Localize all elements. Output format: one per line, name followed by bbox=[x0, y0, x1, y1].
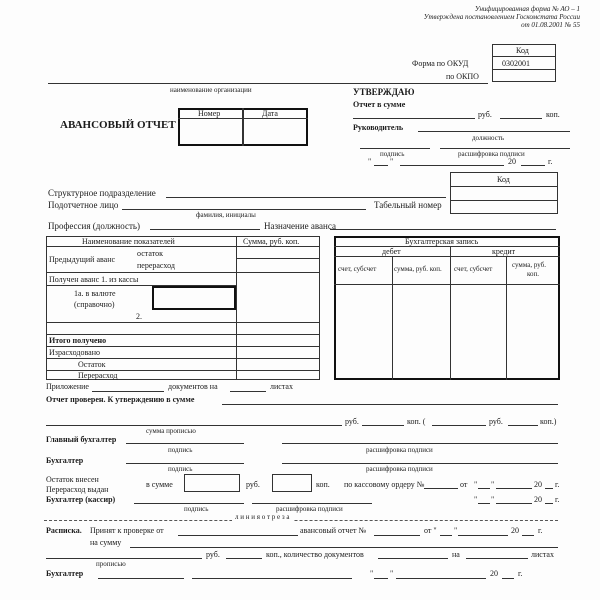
checked-rub: руб. bbox=[345, 417, 359, 426]
approve-rub: руб. bbox=[478, 110, 492, 119]
cut-line bbox=[44, 520, 558, 521]
kop-label: коп. bbox=[316, 480, 330, 489]
col-sum-header: Сумма, руб. коп. bbox=[243, 237, 300, 246]
in-sum-label: в сумме bbox=[146, 480, 173, 489]
approve-kop: коп. bbox=[546, 110, 560, 119]
right-table bbox=[334, 236, 560, 380]
accountant-signature-caption: подпись bbox=[168, 465, 193, 473]
checked-rub2: руб. bbox=[489, 417, 503, 426]
report-sum-label: Отчет в сумме bbox=[353, 100, 406, 109]
approve-signature-caption: подпись bbox=[380, 150, 405, 158]
prev-advance-label: Предыдущий аванс bbox=[49, 255, 116, 264]
receipt-year-suffix: г. bbox=[538, 526, 543, 535]
accountable-label: Подотчетное лицо bbox=[48, 200, 119, 210]
cashier-year: 20 bbox=[534, 495, 542, 504]
report-title: АВАНСОВЫЙ ОТЧЕТ bbox=[60, 119, 176, 131]
kop-box bbox=[272, 474, 312, 492]
over-label: Перерасход bbox=[78, 371, 118, 380]
receipt-date-quote-2: " bbox=[390, 569, 394, 578]
right-table-title: Бухгалтерская запись bbox=[405, 237, 479, 246]
approve-quote-right: " bbox=[390, 157, 394, 166]
department-label: Структурное подразделение bbox=[48, 188, 156, 198]
cut-line-label: л и н и я о т р е з а bbox=[232, 514, 293, 521]
cashier-signature-caption: подпись bbox=[184, 505, 209, 513]
on-sum-label: на сумму bbox=[90, 538, 122, 547]
receipt-date-year: 20 bbox=[490, 569, 498, 578]
spent-label: Израсходовано bbox=[49, 348, 100, 357]
form-note-3: от 01.08.2001 № 55 bbox=[521, 21, 580, 29]
col-name-header: Наименование показателей bbox=[82, 237, 175, 246]
sum-words-caption: сумма прописью bbox=[146, 427, 196, 435]
accountant-decode-caption: расшифровка подписи bbox=[366, 465, 433, 473]
receipt-accountant-label: Бухгалтер bbox=[46, 569, 84, 578]
total-received-label: Итого получено bbox=[49, 336, 107, 345]
number-label: Номер bbox=[198, 109, 221, 118]
credit-account-header: счет, субсчет bbox=[454, 265, 493, 273]
approve-year: 20 bbox=[508, 157, 516, 166]
by-order-label: по кассовому ордеру № bbox=[344, 480, 425, 489]
sheets-label: листах bbox=[270, 382, 293, 391]
okud-value: 0302001 bbox=[502, 59, 530, 68]
checked-label: Отчет проверен. К утверждению в сумме bbox=[46, 395, 195, 404]
receipt-rub: руб. bbox=[206, 550, 220, 559]
order-quote-1: " bbox=[474, 480, 478, 489]
credit-sum-header: сумма, руб. bbox=[512, 261, 546, 269]
debit-account-header: счет, субсчет bbox=[338, 265, 377, 273]
form-note-1: Унифицированная форма № АО – 1 bbox=[474, 5, 580, 13]
debit-header: дебет bbox=[382, 247, 401, 256]
credit-kop-header: коп. bbox=[527, 270, 540, 278]
overspend-out-label: Перерасход выдан bbox=[46, 485, 109, 494]
chief-accountant-label: Главный бухгалтер bbox=[46, 435, 117, 444]
receipt-text: Принят к проверке от bbox=[90, 526, 164, 535]
approve-decode-caption: расшифровка подписи bbox=[458, 150, 525, 158]
receipt-from: от " bbox=[424, 526, 437, 535]
docs-on-label: документов на bbox=[168, 382, 218, 391]
approve-title: УТВЕРЖДАЮ bbox=[353, 87, 415, 97]
person-code-label: Код bbox=[497, 175, 510, 184]
checked-kop: коп. ( bbox=[407, 417, 426, 426]
attachment-label: Приложение bbox=[46, 382, 89, 391]
receipt-year: 20 bbox=[511, 526, 519, 535]
cashier-quote-1: " bbox=[474, 495, 478, 504]
chief-signature-caption: подпись bbox=[168, 446, 193, 454]
received-label: Получен аванс 1. из кассы bbox=[49, 275, 139, 284]
order-year: 20 bbox=[534, 480, 542, 489]
advance-report-label: авансовый отчет № bbox=[300, 526, 367, 535]
order-quote-2: " bbox=[491, 480, 495, 489]
credit-header: кредит bbox=[492, 247, 516, 256]
receipt-date-year-suffix: г. bbox=[518, 569, 523, 578]
currency-box bbox=[152, 286, 236, 310]
currency-label-2: (справочно) bbox=[74, 300, 115, 309]
in-words-caption: прописью bbox=[96, 560, 126, 568]
head-label: Руководитель bbox=[353, 123, 404, 132]
checked-kop2: коп.) bbox=[540, 417, 557, 426]
receipt-label: Расписка. bbox=[46, 526, 82, 535]
receipt-sheets: листах bbox=[531, 550, 554, 559]
remainder-in-label: Остаток внесен bbox=[46, 475, 99, 484]
org-caption: наименование организации bbox=[170, 86, 252, 94]
prev-overspend-label: перерасход bbox=[137, 261, 175, 270]
profession-label: Профессия (должность) bbox=[48, 221, 140, 231]
code-label: Код bbox=[516, 46, 529, 55]
cashier-quote-2: " bbox=[491, 495, 495, 504]
rub-label: руб. bbox=[246, 480, 260, 489]
cashier-year-suffix: г. bbox=[555, 495, 560, 504]
approve-quote-left: " bbox=[368, 157, 372, 166]
cashier-label: Бухгалтер (кассир) bbox=[46, 495, 116, 504]
from-label: от bbox=[460, 480, 468, 489]
chief-decode-caption: расшифровка подписи bbox=[366, 446, 433, 454]
date-label: Дата bbox=[262, 109, 278, 118]
position-caption: должность bbox=[472, 134, 505, 142]
prev-remainder-label: остаток bbox=[137, 249, 163, 258]
accountant-label: Бухгалтер bbox=[46, 456, 84, 465]
currency-label-1: 1а. в валюте bbox=[74, 289, 116, 298]
rub-box bbox=[184, 474, 240, 492]
remain-label: Остаток bbox=[78, 360, 106, 369]
purpose-label: Назначение аванса bbox=[264, 221, 336, 231]
okud-label: Форма по ОКУД bbox=[412, 59, 469, 68]
form-note-2: Утверждена постановлением Госкомстата России bbox=[423, 13, 580, 21]
receipt-date-quote-1: " bbox=[370, 569, 374, 578]
receipt-on: на bbox=[452, 550, 460, 559]
tab-number-label: Табельный номер bbox=[374, 200, 442, 210]
row-2-label: 2. bbox=[136, 312, 142, 321]
fio-caption: фамилия, инициалы bbox=[196, 211, 256, 219]
approve-year-suffix: г. bbox=[548, 157, 553, 166]
cashier-decode-caption: расшифровка подписи bbox=[276, 505, 343, 513]
order-year-suffix: г. bbox=[555, 480, 560, 489]
receipt-quote: " bbox=[454, 526, 458, 535]
debit-sum-header: сумма, руб. коп. bbox=[394, 265, 442, 273]
org-line bbox=[48, 83, 488, 84]
receipt-kop-docs: коп., количество документов bbox=[266, 550, 364, 559]
okpo-label: по ОКПО bbox=[446, 72, 479, 81]
